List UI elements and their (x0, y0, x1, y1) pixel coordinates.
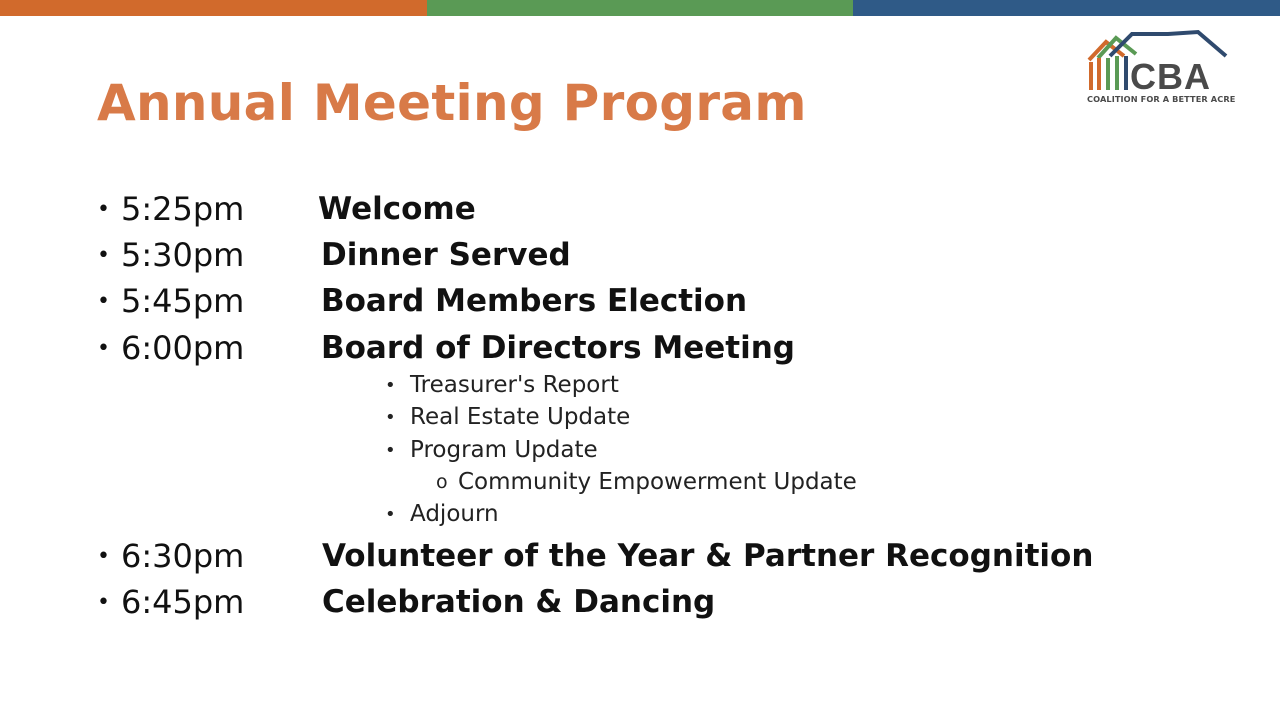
sub-sub-bullet: o (436, 471, 448, 493)
agenda-event: Volunteer of the Year & Partner Recognition (322, 538, 1094, 574)
sub-item-label: Program Update (410, 437, 598, 463)
agenda-item-board-meeting (97, 326, 244, 370)
agenda-event: Board Members Election (321, 283, 748, 319)
agenda-item-volunteer-recognition (97, 534, 244, 578)
sub-item-adjourn (385, 498, 499, 530)
bullet: • (97, 288, 110, 314)
sub-bullet: • (385, 406, 396, 428)
agenda-time: 5:30pm (121, 236, 245, 274)
agenda-item-celebration (97, 580, 244, 624)
agenda-item-welcome (97, 187, 244, 231)
sub-item-program-update (385, 434, 598, 466)
agenda-item-election (97, 279, 244, 323)
sub-item-label: Treasurer's Report (410, 372, 619, 398)
bullet: • (97, 242, 110, 268)
sub-sub-item-label: Community Empowerment Update (458, 469, 857, 495)
bullet: • (97, 196, 110, 222)
bullet: • (97, 543, 110, 569)
sub-bullet: • (385, 503, 396, 525)
agenda-time: 6:00pm (121, 329, 245, 367)
logo-tagline: COALITION FOR A BETTER ACRE (1087, 94, 1236, 104)
agenda-event: Dinner Served (321, 237, 571, 273)
sub-sub-item-community-empowerment (436, 466, 857, 498)
bullet: • (97, 589, 110, 615)
bullet: • (97, 335, 110, 361)
sub-bullet: • (385, 374, 396, 396)
sub-item-treasurers-report (385, 369, 619, 401)
agenda-list (97, 0, 1247, 720)
agenda-event: Celebration & Dancing (322, 584, 716, 620)
agenda-event: Welcome (318, 191, 476, 227)
agenda-time: 5:45pm (121, 282, 245, 320)
sub-bullet: • (385, 439, 396, 461)
sub-item-label: Adjourn (410, 501, 499, 527)
agenda-event: Board of Directors Meeting (321, 330, 795, 366)
agenda-time: 5:25pm (121, 190, 245, 228)
logo-letters: CBA (1130, 56, 1211, 94)
agenda-item-dinner (97, 233, 244, 277)
agenda-time: 6:45pm (121, 583, 245, 621)
agenda-time: 6:30pm (121, 537, 245, 575)
sub-item-label: Real Estate Update (410, 404, 631, 430)
page-title: Annual Meeting Program (97, 74, 807, 132)
sub-item-real-estate-update (385, 401, 630, 433)
